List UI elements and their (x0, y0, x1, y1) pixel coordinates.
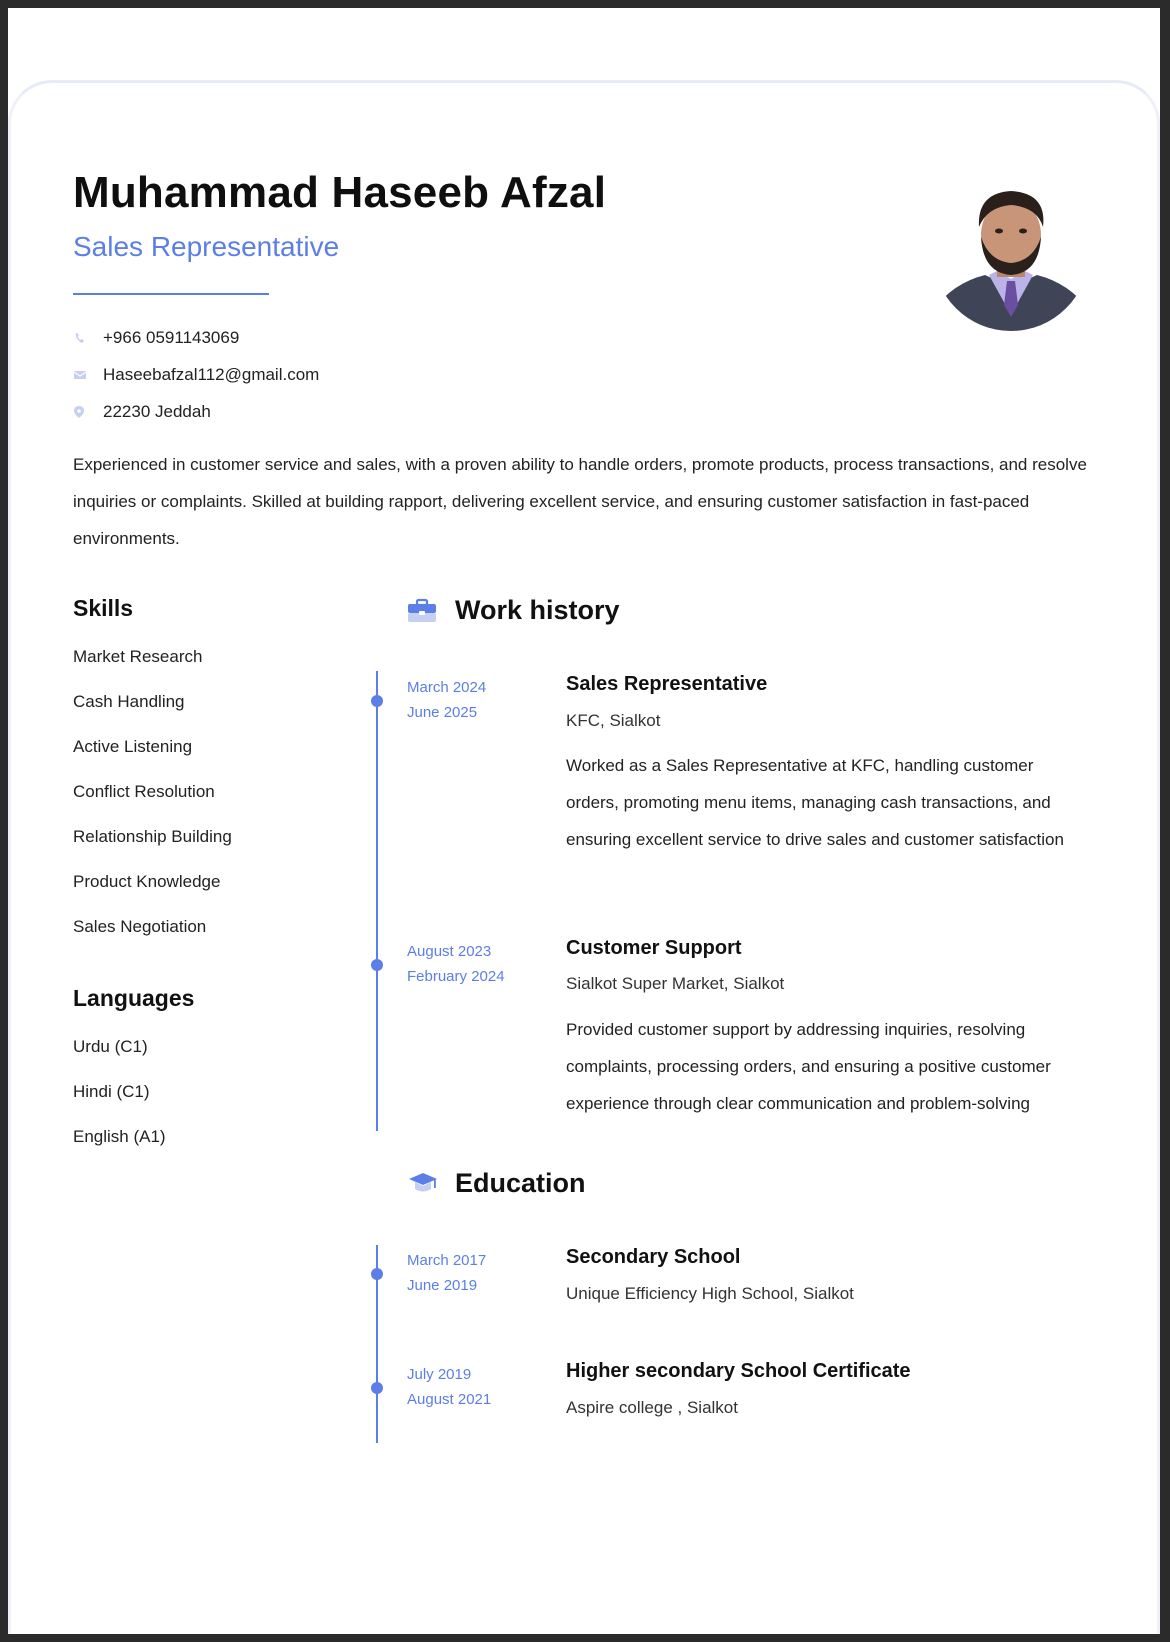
languages-heading: Languages (73, 985, 195, 1011)
contact-location (73, 402, 211, 422)
language-item: Hindi (C1) (73, 1082, 150, 1101)
work-title: Sales Representative (566, 673, 768, 695)
work-history-title: Work history (455, 595, 620, 625)
skill-item: Active Listening (73, 737, 193, 756)
education-institution: Unique Efficiency High School, Sialkot (566, 1284, 854, 1303)
skill-item: Market Research (73, 647, 203, 666)
profile-photo (933, 175, 1089, 331)
education-start-date: March 2017 (407, 1252, 487, 1269)
work-description: Provided customer support by addressing inquiries, resolving complaints, processing orders, and ensuring a positive customer experience through clear communication and problem-solving (566, 1020, 1051, 1113)
work-timeline (376, 671, 378, 1131)
work-org: Sialkot Super Market, Sialkot (566, 974, 785, 993)
skill-item: Product Knowledge (73, 872, 221, 891)
education-title-item: Higher secondary School Certificate (566, 1360, 911, 1382)
role-divider (73, 293, 269, 295)
phone-icon (73, 331, 103, 345)
language-item: English (A1) (73, 1127, 166, 1146)
education-end-date: June 2019 (407, 1277, 478, 1294)
resume-page (8, 8, 1160, 1634)
education-title: Education (455, 1168, 586, 1198)
candidate-role: Sales Representative (73, 231, 340, 262)
work-title: Customer Support (566, 937, 742, 959)
work-org: KFC, Sialkot (566, 711, 661, 730)
work-end-date: February 2024 (407, 968, 505, 985)
work-end-date: June 2025 (407, 704, 478, 721)
location-text: 22230 Jeddah (103, 402, 211, 421)
work-start-date: March 2024 (407, 679, 487, 696)
mail-icon (73, 369, 103, 381)
briefcase-icon (407, 598, 455, 624)
resume-card (8, 80, 1160, 1634)
education-title-item: Secondary School (566, 1246, 741, 1268)
skill-item: Conflict Resolution (73, 782, 215, 801)
contact-email (73, 365, 319, 385)
timeline-dot (371, 1382, 383, 1394)
timeline-dot (371, 695, 383, 707)
language-item: Urdu (C1) (73, 1037, 148, 1056)
education-date-range (407, 1248, 486, 1298)
timeline-dot (371, 959, 383, 971)
skill-item: Sales Negotiation (73, 917, 207, 936)
contact-phone (73, 328, 239, 348)
education-date-range (407, 1362, 491, 1412)
work-history-heading (407, 595, 620, 626)
work-date-range (407, 675, 486, 725)
work-start-date: August 2023 (407, 943, 492, 960)
profile-summary: Experienced in customer service and sales, with a proven ability to handle orders, promote products, process transactions, and resolve inquiries or complaints. Skilled at building rapport, delivering excellent service, and ensuring customer satisfaction in fast-paced environments. (73, 455, 1087, 548)
education-end-date: August 2021 (407, 1391, 492, 1408)
work-description: Worked as a Sales Representative at KFC, handling customer orders, promoting menu items, managing cash transactions, and ensuring excellent service to drive sales and customer satisfaction (566, 756, 1064, 849)
skills-heading: Skills (73, 595, 134, 621)
education-start-date: July 2019 (407, 1366, 472, 1383)
phone-text: +966 0591143069 (103, 328, 240, 347)
timeline-dot (371, 1268, 383, 1280)
email-text: Haseebafzal112@gmail.com (103, 365, 320, 384)
skill-item: Cash Handling (73, 692, 185, 711)
education-institution: Aspire college , Sialkot (566, 1398, 738, 1417)
location-pin-icon (73, 405, 103, 419)
education-heading (407, 1168, 586, 1199)
graduation-cap-icon (407, 1171, 455, 1197)
skill-item: Relationship Building (73, 827, 232, 846)
work-date-range (407, 939, 505, 989)
candidate-name: Muhammad Haseeb Afzal (73, 168, 607, 217)
